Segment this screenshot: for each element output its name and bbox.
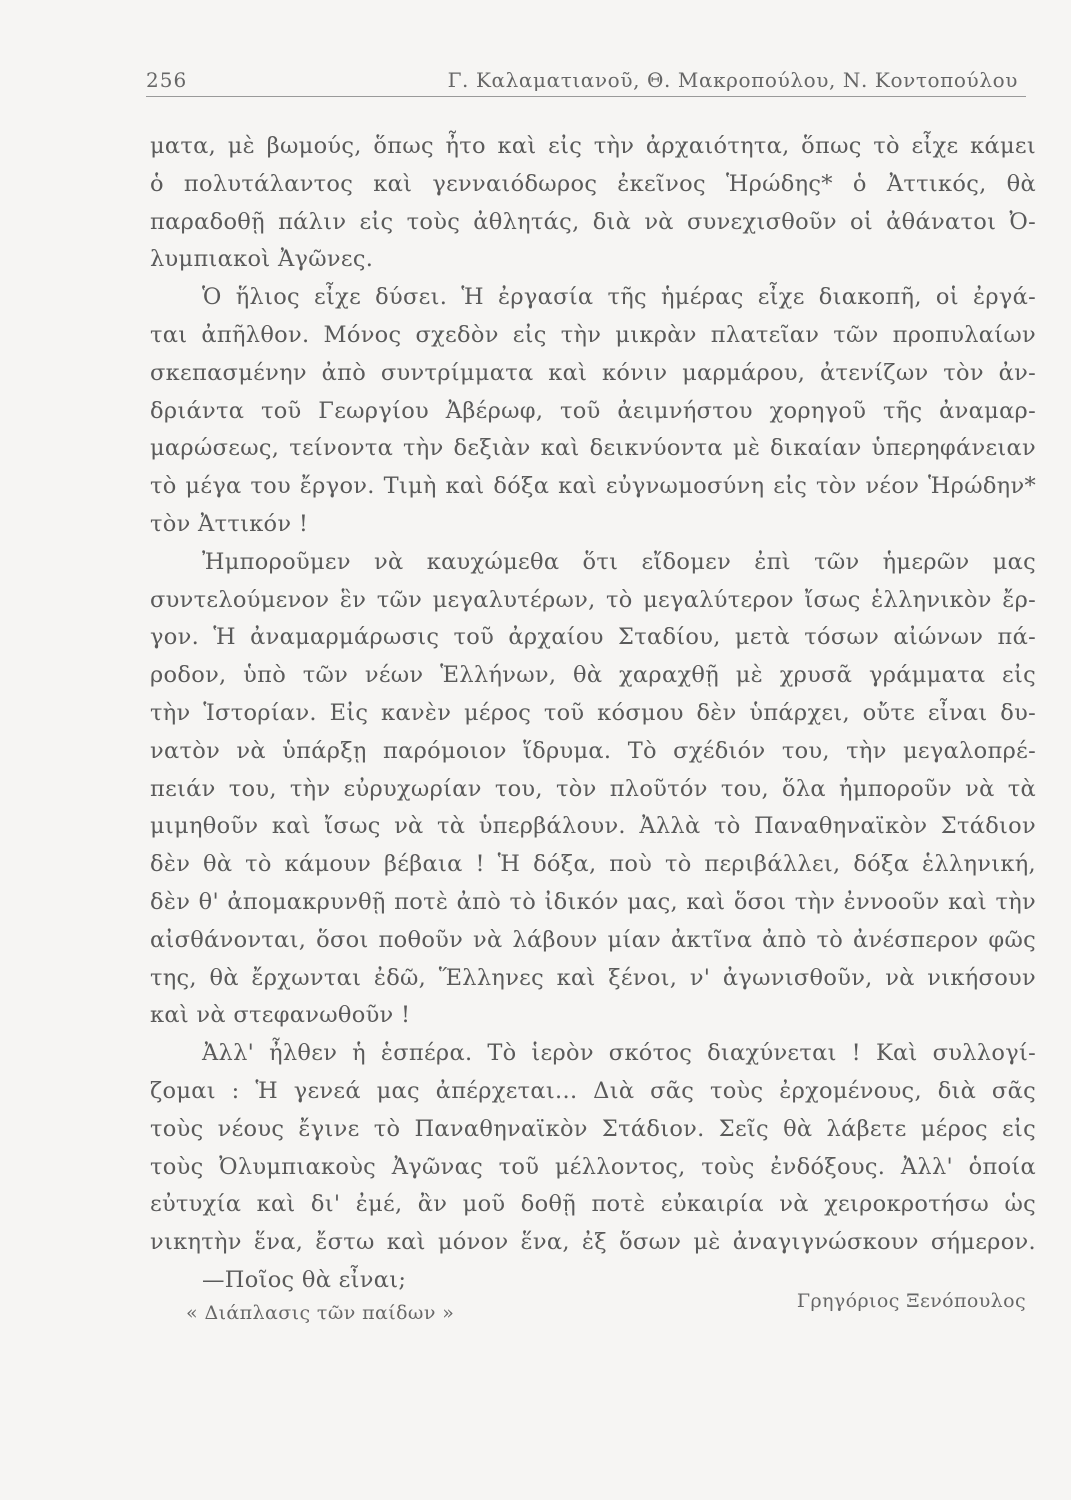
footer	[186, 1290, 1026, 1330]
text-line: εὐτυχία καὶ δι' ἐμέ, ἂν μοῦ δοθῇ ποτὲ εὐκαιρία νὰ χειροκροτήσω ὡς	[150, 1191, 1036, 1218]
text-line: σκεπασμένην ἀπὸ συντρίμματα καὶ κόνιν μαρμάρου, ἀτενίζων τὸν ἀν-	[150, 359, 1036, 386]
text-line: Ἠμποροῦμεν νὰ καυχώμεθα ὅτι εἴδομεν ἐπὶ τῶν ἡμερῶν μας	[202, 548, 1036, 575]
source-citation: « Διάπλασις τῶν παίδων »	[186, 1302, 455, 1324]
text-line: ζομαι : Ἡ γενεά μας ἀπέρχεται... Διὰ σᾶς τοὺς ἐρχομένους, διὰ σᾶς	[150, 1077, 1036, 1104]
text-line: μαρώσεως, τείνοντα τὴν δεξιὰν καὶ δεικνύοντα μὲ δικαίαν ὑπερηφάνειαν	[150, 435, 1036, 462]
header-authors: Γ. Καλαματιανοῦ, Θ. Μακροπούλου, Ν. Κοντοπούλου	[447, 68, 1018, 92]
text-line: δὲν θὰ τὸ κάμουν βέβαια ! Ἡ δόξα, ποὺ τὸ περιβάλλει, δόξα ἑλληνική,	[150, 851, 1036, 878]
text-line: νικητὴν ἕνα, ἔστω καὶ μόνον ἕνα, ἐξ ὅσων μὲ ἀναγιγνώσκουν σήμερον.	[150, 1229, 1036, 1256]
text-line: αἰσθάνονται, ὅσοι ποθοῦν νὰ λάβουν μίαν ἀκτῖνα ἀπὸ τὸ ἀνέσπερον φῶς	[150, 926, 1036, 953]
body-text	[150, 128, 1036, 1300]
text-line: δὲν θ' ἀπομακρυνθῇ ποτὲ ἀπὸ τὸ ἰδικόν μας, καὶ ὅσοι τὴν ἐννοοῦν καὶ τὴν	[150, 888, 1036, 915]
text-line: παραδοθῇ πάλιν εἰς τοὺς ἀθλητάς, διὰ νὰ συνεχισθοῦν οἱ ἀθάνατοι Ὀ-	[150, 208, 1036, 235]
page-number: 256	[146, 68, 188, 92]
text-line: τὸ μέγα του ἔργον. Τιμὴ καὶ δόξα καὶ εὐγνωμοσύνη εἰς τὸν νέον Ἡρώδην*	[150, 473, 1036, 500]
text-line: πειάν του, τὴν εὐρυχωρίαν του, τὸν πλοῦτόν του, ὅλα ἠμποροῦν νὰ τὰ	[150, 775, 1036, 802]
text-line: τὴν Ἱστορίαν. Εἰς κανὲν μέρος τοῦ κόσμου δὲν ὑπάρχει, οὔτε εἶναι δυ-	[150, 699, 1036, 726]
text-line: ὁ πολυτάλαντος καὶ γενναιόδωρος ἐκεῖνος Ἡρώδης* ὁ Ἀττικός, θὰ	[150, 170, 1036, 197]
text-line: μιμηθοῦν καὶ ἴσως νὰ τὰ ὑπερβάλουν. Ἀλλὰ τὸ Παναθηναϊκὸν Στάδιον	[150, 813, 1036, 840]
text-line: ματα, μὲ βωμούς, ὅπως ἦτο καὶ εἰς τὴν ἀρχαιότητα, ὅπως τὸ εἶχε κάμει	[150, 133, 1036, 159]
text-line: Ὁ ἥλιος εἶχε δύσει. Ἡ ἐργασία τῆς ἡμέρας εἶχε διακοπῆ, οἱ ἐργά-	[202, 284, 1036, 311]
text-line: τοὺς Ὀλυμπιακοὺς Ἀγῶνας τοῦ μέλλοντος, τοὺς ἐνδόξους. Ἀλλ' ὁποία	[150, 1153, 1036, 1180]
author-signature: Γρηγόριος Ξενόπουλος	[796, 1290, 1026, 1312]
running-head	[146, 60, 1026, 97]
text-line: νατὸν νὰ ὑπάρξῃ παρόμοιον ἵδρυμα. Τὸ σχέδιόν του, τὴν μεγαλοπρέ-	[150, 737, 1036, 764]
text-line: λυμπιακοὶ Ἀγῶνες.	[150, 246, 374, 273]
text-line: τὸν Ἀττικόν !	[150, 510, 309, 537]
text-line: ται ἀπῆλθον. Μόνος σχεδὸν εἰς τὴν μικρὰν πλατεῖαν τῶν προπυλαίων	[150, 321, 1036, 348]
text-line: τοὺς νέους ἔγινε τὸ Παναθηναϊκὸν Στάδιον. Σεῖς θὰ λάβετε μέρος εἰς	[150, 1115, 1036, 1142]
text-line: συντελούμενον ἓν τῶν μεγαλυτέρων, τὸ μεγαλύτερον ἴσως ἑλληνικὸν ἔρ-	[150, 586, 1036, 613]
text-line: γον. Ἡ ἀναμαρμάρωσις τοῦ ἀρχαίου Σταδίου, μετὰ τόσων αἰώνων πά-	[150, 624, 1036, 651]
text-line: καὶ νὰ στεφανωθοῦν !	[150, 1002, 411, 1029]
text-line: —Ποῖος θὰ εἶναι;	[202, 1266, 407, 1293]
text-line: Ἀλλ' ἦλθεν ἡ ἑσπέρα. Τὸ ἱερὸν σκότος διαχύνεται ! Καὶ συλλογί-	[202, 1040, 1036, 1067]
text-line: ροδον, ὑπὸ τῶν νέων Ἑλλήνων, θὰ χαραχθῇ μὲ χρυσᾶ γράμματα εἰς	[150, 662, 1036, 689]
text-line: της, θὰ ἔρχωνται ἐδῶ, Ἕλληνες καὶ ξένοι, ν' ἀγωνισθοῦν, νὰ νικήσουν	[150, 964, 1036, 991]
text-line: δριάντα τοῦ Γεωργίου Ἀβέρωφ, τοῦ ἀειμνήστου χορηγοῦ τῆς ἀναμαρ-	[150, 397, 1036, 424]
